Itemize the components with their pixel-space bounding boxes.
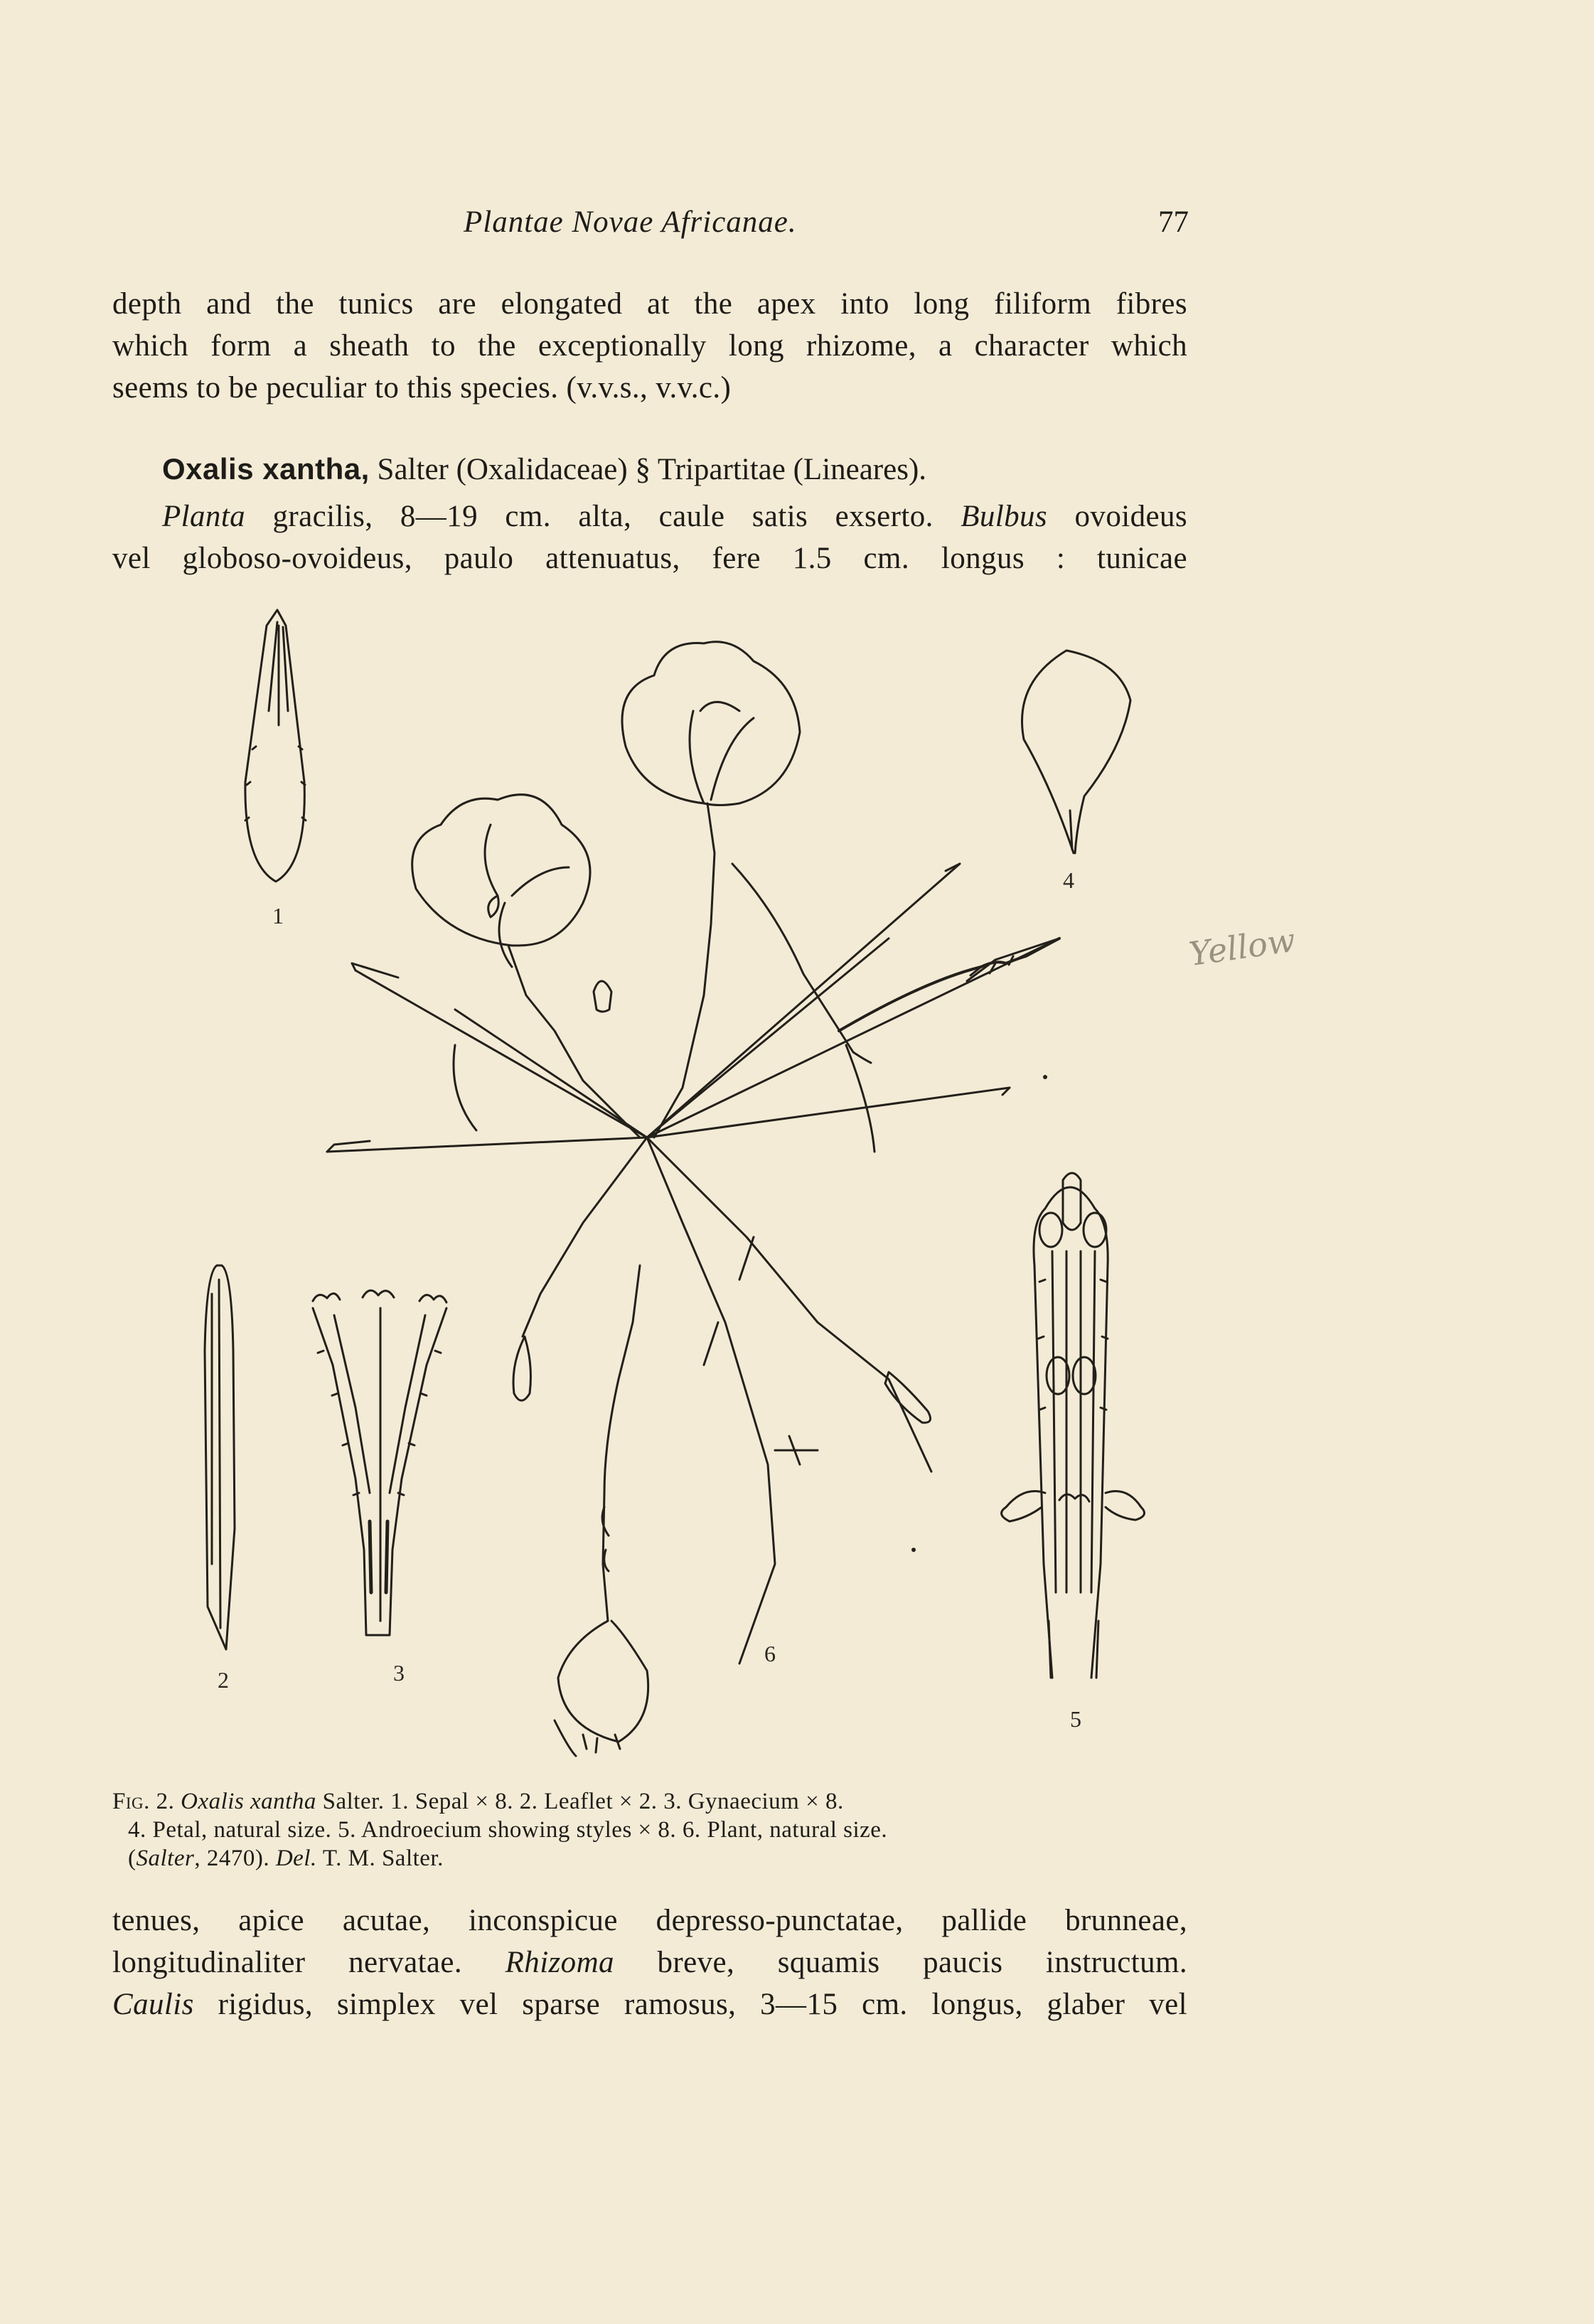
figure-label-2: 2 [218,1667,229,1693]
text-line: vel globoso-ovoideus, paulo attenuatus, fere 1.5 cm. longus : tunicae [112,542,1187,575]
term-rhizoma: Rhizoma [505,1946,614,1979]
caption-line: (Salter, 2470). Del. T. M. Salter. [128,1846,444,1871]
text-span: breve, squamis paucis instructum. [614,1946,1187,1979]
figure-label-5: 5 [1070,1706,1081,1732]
text-line: seems to be peculiar to this species. (v.v.s., v.v.c.) [112,371,732,405]
text-span: gracilis, 8—19 cm. alta, caule satis exserto. [245,500,961,533]
figure-label-3: 3 [393,1660,405,1686]
term-planta: Planta [162,500,246,533]
text-line [112,1983,1187,2025]
species-classification: Salter (Oxalidaceae) § Tripartitae (Lineares). [369,453,927,486]
caption-text: Salter. 1. Sepal × 8. 2. Leaflet × 2. 3. Gynaecium × 8. [316,1789,844,1814]
running-title: Plantae Novae Africanae. [464,205,797,239]
caption-species: Oxalis xantha [181,1789,316,1814]
del-label: Del. [275,1846,317,1871]
delineator-name: T. M. Salter. [316,1846,444,1871]
sepal-drawing [245,610,306,882]
species-name: Oxalis xantha, [162,452,370,486]
text-line: depth and the tunics are elongated at the apex into long filiform fibres [112,287,1187,321]
page-number: 77 [1158,205,1189,239]
plant-drawing [327,642,1059,1756]
caption-line: 4. Petal, natural size. 5. Androecium showing styles × 8. 6. Plant, natural size. [128,1817,888,1843]
term-caulis: Caulis [112,1988,194,2021]
gynaecium-drawing [313,1290,446,1635]
leaflet-drawing [205,1265,235,1649]
collector-name: Salter [136,1846,195,1871]
caption-line [112,1787,1194,1816]
petal-drawing [1022,650,1131,853]
figure-caption [112,1787,1194,1873]
text-span: rigidus, simplex vel sparse ramosus, 3—15 cm. longus, glaber vel [193,1988,1187,2021]
androecium-drawing [1002,1173,1145,1678]
handwritten-note: Yellow [1186,920,1298,974]
paragraph-description-continued [112,1900,1187,2025]
text-line: which form a sheath to the exceptionally long rhizome, a character which [112,329,1187,363]
figure-label: Fig. 2. [112,1789,175,1814]
figure-label-6: 6 [764,1641,776,1666]
text-span: ovoideus [1047,500,1187,533]
figure-label-1: 1 [272,903,284,928]
figure-label-4: 4 [1063,867,1074,893]
text-line [112,1942,1187,1983]
term-bulbus: Bulbus [961,500,1048,533]
text-span: longitudinaliter nervatae. [112,1946,506,1979]
collector-number: , 2470). [194,1846,276,1871]
text-line: tenues, apice acutae, inconspicue depresso-punctatae, pallide brunneae, [112,1904,1187,1937]
